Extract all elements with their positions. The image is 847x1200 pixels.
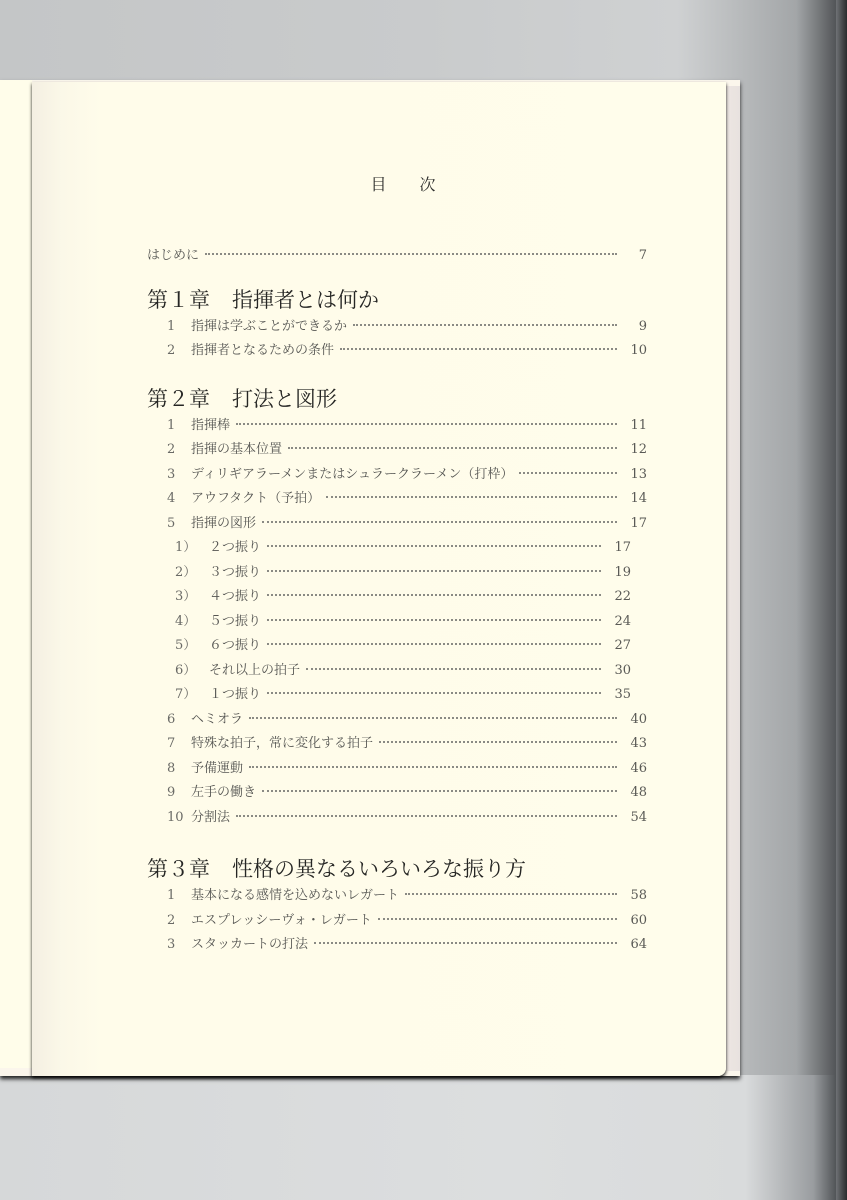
toc-entry[interactable] — [147, 933, 647, 958]
chapter-heading-2[interactable] — [147, 384, 647, 414]
section-number: 3 — [167, 937, 176, 952]
dot-leader — [405, 893, 617, 895]
toc-subentry[interactable] — [147, 634, 631, 659]
toc-page-number: 13 — [630, 466, 647, 482]
toc-entry-label: 指揮の図形 — [191, 515, 257, 531]
toc-entry[interactable] — [147, 806, 647, 831]
chapter-number: 第３章 — [147, 857, 210, 881]
toc-entry-label: １つ振り — [209, 687, 262, 702]
toc-entry[interactable] — [147, 757, 647, 782]
toc-entry[interactable] — [147, 414, 647, 439]
toc-page-number: 64 — [630, 937, 647, 952]
section-number: 1 — [167, 417, 176, 433]
toc-subentry[interactable] — [147, 659, 631, 684]
chapter-number: 第１章 — [147, 287, 210, 312]
toc-page-number: 14 — [630, 491, 647, 506]
dot-leader — [267, 619, 601, 621]
dot-leader — [378, 918, 617, 920]
section-number: 2 — [167, 343, 176, 358]
dot-leader — [288, 447, 617, 449]
facing-page — [0, 80, 32, 1068]
toc-entry-label: ２つ振り — [209, 540, 262, 555]
dot-leader — [519, 472, 617, 474]
toc-entry[interactable] — [147, 884, 647, 909]
section-number: 5 — [167, 515, 176, 531]
dot-leader — [267, 545, 601, 547]
section-number: 7 — [167, 736, 176, 751]
toc-entry[interactable] — [147, 781, 647, 806]
toc-entry[interactable] — [147, 463, 647, 488]
toc-entry[interactable] — [147, 909, 647, 934]
toc-page-number: 46 — [630, 760, 647, 776]
toc-entry-label: アウフタクト（予拍） — [191, 491, 321, 506]
toc-entry-label: 指揮の基本位置 — [191, 442, 283, 457]
dot-leader — [353, 324, 617, 326]
dot-leader — [379, 741, 617, 743]
subsection-number: 7） — [175, 687, 197, 702]
toc-page-number: 7 — [638, 248, 647, 263]
toc-entry-label: 左手の働き — [191, 785, 257, 800]
dot-leader — [262, 790, 617, 792]
toc-entry-label: ４つ振り — [209, 589, 262, 604]
dot-leader — [267, 594, 601, 596]
toc-entry[interactable] — [147, 315, 647, 340]
dot-leader — [267, 692, 601, 694]
dot-leader — [314, 942, 617, 944]
toc-entry-label: エスプレッシーヴォ・レガート — [191, 912, 372, 928]
dot-leader — [306, 668, 601, 670]
toc-entry-label: ３つ振り — [209, 564, 262, 580]
toc-entry[interactable] — [147, 732, 647, 757]
subsection-number: 6） — [175, 662, 197, 678]
toc-page-number: 54 — [630, 809, 647, 825]
dot-leader — [205, 253, 617, 255]
dot-leader — [236, 815, 617, 817]
toc-page-number: 17 — [614, 540, 631, 555]
toc-entry-label: 指揮者となるための条件 — [191, 343, 335, 358]
toc-entry-label: 予備運動 — [191, 760, 244, 776]
toc-entry-label: 特殊な拍子，常に変化する拍子 — [191, 736, 374, 751]
toc-entry-label: はじめに — [147, 248, 200, 263]
toc-page-number: 9 — [638, 318, 647, 334]
toc-entry[interactable] — [147, 438, 647, 463]
toc-entry-label: 分割法 — [191, 809, 231, 825]
toc-page-number: 35 — [614, 687, 631, 702]
toc-entry-label: ６つ振り — [209, 638, 262, 653]
toc-entry-label: ５つ振り — [209, 613, 262, 629]
toc-page-number: 48 — [630, 785, 647, 800]
toc-page-number: 43 — [630, 736, 647, 751]
dot-leader — [249, 766, 617, 768]
toc-entry-label: 指揮は学ぶことができるか — [191, 318, 348, 334]
chapter-heading-3[interactable] — [147, 854, 647, 884]
chapter-number: 第２章 — [147, 386, 210, 411]
toc-page-number: 19 — [614, 564, 631, 580]
toc-page-number: 11 — [630, 417, 647, 433]
toc-page-number: 24 — [614, 613, 631, 629]
toc-page-number: 58 — [630, 888, 647, 903]
dot-leader — [249, 717, 617, 719]
chapter-title: 打法と図形 — [232, 386, 337, 411]
toc-entry[interactable] — [147, 708, 647, 733]
table-of-contents — [147, 170, 647, 958]
toc-title: 目 次 — [370, 175, 450, 194]
toc-entry-intro[interactable] — [147, 244, 647, 269]
subsection-number: 3） — [175, 589, 197, 604]
section-number: 8 — [167, 760, 176, 776]
toc-subentry[interactable] — [147, 585, 631, 610]
section-number: 1 — [167, 888, 176, 903]
toc-page-number: 10 — [630, 343, 647, 358]
dot-leader — [267, 570, 601, 572]
toc-subentry[interactable] — [147, 561, 631, 586]
toc-page-number: 27 — [614, 638, 631, 653]
toc-subentry[interactable] — [147, 536, 631, 561]
toc-entry-label: ディリギアラーメンまたはシュラークラーメン（打枠） — [191, 466, 514, 482]
toc-subentry[interactable] — [147, 683, 631, 708]
subsection-number: 1） — [175, 540, 197, 555]
toc-entry[interactable] — [147, 487, 647, 512]
toc-page-number: 30 — [614, 662, 631, 678]
toc-entry[interactable] — [147, 512, 647, 537]
toc-page-number: 22 — [614, 589, 631, 604]
toc-page-number: 40 — [630, 711, 647, 727]
dot-leader — [326, 496, 617, 498]
scanner-background-bottom — [0, 1075, 847, 1200]
section-number: 4 — [167, 491, 176, 506]
dot-leader — [267, 643, 601, 645]
section-number: 10 — [167, 809, 184, 825]
toc-entry-label: スタッカートの打法 — [191, 937, 309, 952]
chapter-title: 性格の異なるいろいろな振り方 — [232, 857, 526, 881]
subsection-number: 5） — [175, 638, 197, 653]
toc-page-number: 60 — [630, 912, 647, 928]
subsection-number: 4） — [175, 613, 197, 629]
section-number: 1 — [167, 318, 176, 334]
section-number: 2 — [167, 442, 176, 457]
dot-leader — [340, 348, 617, 350]
section-number: 6 — [167, 711, 176, 727]
toc-entry-label: 指揮棒 — [191, 417, 231, 433]
toc-entry-label: 基本になる感情を込めないレガート — [191, 888, 400, 903]
toc-page-number: 17 — [630, 515, 647, 531]
chapter-heading-1[interactable] — [147, 285, 647, 315]
section-number: 2 — [167, 912, 176, 928]
toc-entry-label: ヘミオラ — [191, 711, 244, 727]
toc-page-number: 12 — [630, 442, 647, 457]
chapter-title: 指揮者とは何か — [232, 287, 379, 312]
dot-leader — [262, 521, 617, 523]
scanner-edge-shadow — [836, 0, 847, 1200]
subsection-number: 2） — [175, 564, 197, 580]
toc-subentry[interactable] — [147, 610, 631, 635]
section-number: 9 — [167, 785, 176, 800]
toc-entry[interactable] — [147, 339, 647, 364]
toc-entry-label: それ以上の拍子 — [209, 662, 301, 678]
section-number: 3 — [167, 466, 176, 482]
dot-leader — [236, 423, 617, 425]
